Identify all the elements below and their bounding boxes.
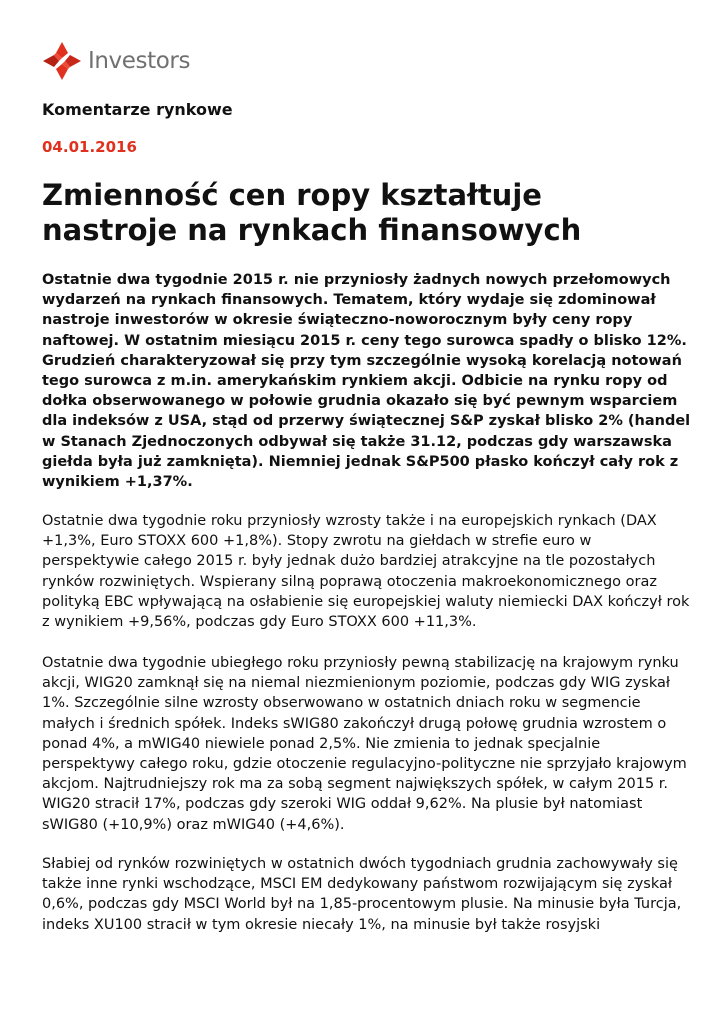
- title-line-2: nastroje na rynkach finansowych: [42, 213, 582, 247]
- body-paragraph: Słabiej od rynków rozwiniętych w ostatnich dwóch tygodniach grudnia zachowywały się także inne rynki wschodzące, MSCI EM dedykowany państwom rozwijającym się zyskał 0,6%, podczas gdy MSCI World był na 1,85-procentowym plusie. Na minusie była Turcja, indeks XU100 stracił w tym okresie niecały 1%, na minusie był także rosyjski: [42, 856, 682, 933]
- section-label: Komentarze rynkowe: [42, 100, 233, 119]
- title-line-1: Zmienność cen ropy kształtuje: [42, 178, 542, 212]
- publication-date: 04.01.2016: [42, 138, 137, 156]
- body-paragraph: Ostatnie dwa tygodnie roku przyniosły wzrosty także i na europejskich rynkach (DAX +1,3%, Euro STOXX 600 +1,8%). Stopy zwrotu na giełdach w strefie euro w perspektywie całego 2015 r. były jednak dużo bardziej atrakcyjne na tle pozostałych rynków rozwiniętych. Wspierany silną poprawą otoczenia makroekonomicznego oraz polityką EBC wpływającą na osłabienie się europejskiej waluty niemiecki DAX kończył rok z wynikiem +9,56%, podczas gdy Euro STOXX 600 +11,3%.: [42, 513, 690, 631]
- logo-text: Investors: [88, 47, 191, 74]
- investors-logo-icon: [42, 41, 82, 81]
- lead-paragraph: Ostatnie dwa tygodnie 2015 r. nie przyniosły żadnych nowych przełomowych wydarzeń na rynkach finansowych. Tematem, który wydaje się zdominował nastroje inwestorów w okresie świąteczno-noworocznym były ceny ropy naftowej. W ostatnim miesiącu 2015 r. ceny tego surowca spadły o blisko 12%. Grudzień charakteryzował się przy tym szczególnie wysoką korelacją notowań tego surowca z m.in. amerykańskim rynkiem akcji. Odbicie na rynku ropy od dołka obserwowanego w połowie grudnia okazało się być pewnym wsparciem dla indeksów z USA, stąd od przerwy świątecznej S&P zyskał blisko 2% (handel w Stanach Zjednoczonych odbywał się także 31.12, podczas gdy warszawska giełda była już zamknięta). Niemniej jednak S&P500 płasko kończył cały rok z wynikiem +1,37%.: [42, 272, 691, 491]
- investors-logo[interactable]: [42, 40, 190, 82]
- body-paragraph: Ostatnie dwa tygodnie ubiegłego roku przyniosły pewną stabilizację na krajowym rynku akcji, WIG20 zamknął się na niemal niezmienionym poziomie, podczas gdy WIG zyskał 1%. Szczególnie silne wzrosty obserwowano w ostatnich dniach roku w segmencie małych i średnich spółek. Indeks sWIG80 zakończył drugą połowę grudnia wzrostem o ponad 4%, a mWIG40 niewiele ponad 2,5%. Nie zmienia to jednak specjalnie perspektywy całego roku, gdzie otoczenie regulacyjno-polityczne nie sprzyjało krajowym akcjom. Najtrudniejszy rok ma za sobą segment największych spółek, w całym 2015 r. WIG20 stracił 17%, podczas gdy szeroki WIG oddał 9,62%. Na plusie był natomiast sWIG80 (+10,9%) oraz mWIG40 (+4,6%).: [42, 655, 687, 833]
- page-title: [42, 178, 702, 248]
